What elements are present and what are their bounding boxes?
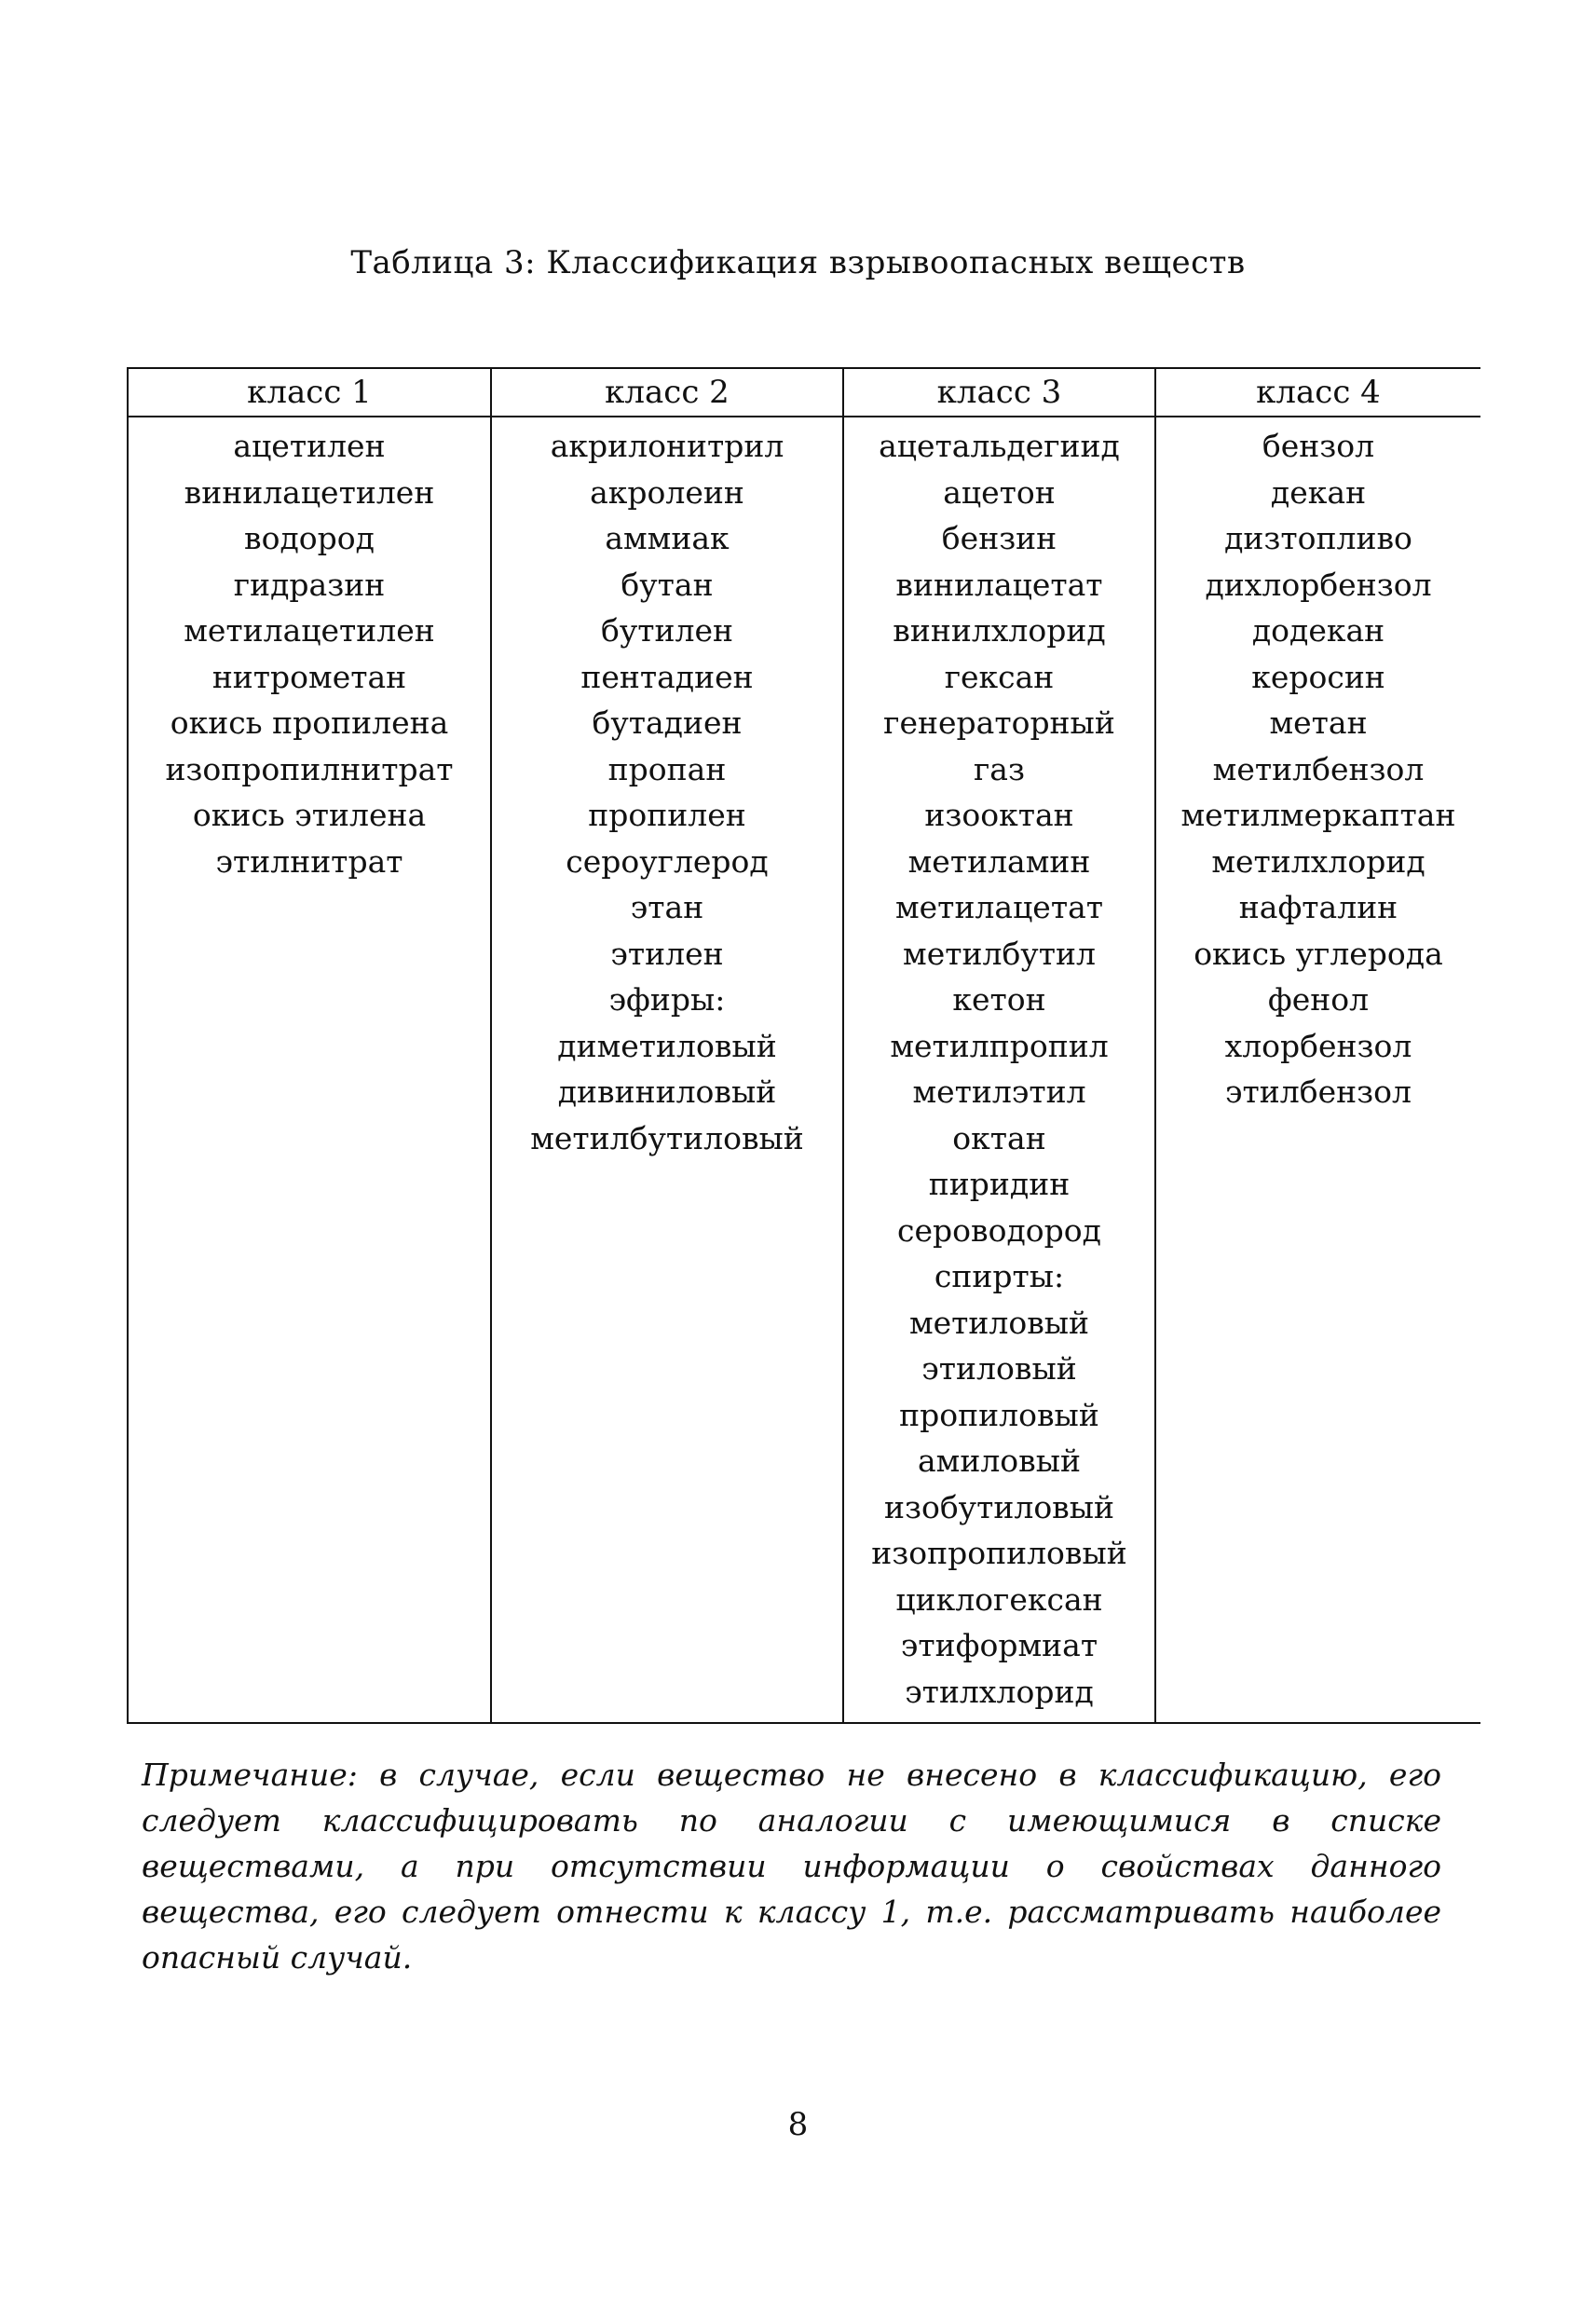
substance-item: этилхлорид [905, 1673, 1094, 1710]
substance-item: метилацетилен [184, 612, 435, 649]
class-2-cell [491, 417, 843, 1723]
substance-item: дихлорбензол [1205, 566, 1432, 603]
substance-item: метилбутил [903, 935, 1096, 972]
class-3-substance-list [848, 423, 1151, 1715]
substance-item: окись этилена [192, 797, 427, 833]
substance-item: эфиры: [608, 981, 726, 1018]
table-caption: Таблица 3: Классификация взрывоопасных веществ [350, 244, 1246, 281]
substance-item: винилацетат [895, 566, 1103, 603]
substance-item: сероводород [897, 1211, 1101, 1249]
substance-item: пропилен [588, 797, 746, 833]
substance-item: ацетон [943, 473, 1056, 511]
substance-item: амиловый [917, 1443, 1081, 1479]
substance-item: фенол [1267, 981, 1370, 1018]
substance-item: октан [952, 1119, 1046, 1156]
substance-item: этан [630, 889, 704, 925]
class-3-cell [843, 417, 1155, 1723]
table-header-row [128, 368, 1480, 417]
substance-item: акрилонитрил [550, 428, 784, 464]
substance-item: окись пропилена [170, 704, 449, 741]
substance-item: хлорбензол [1224, 1027, 1412, 1064]
substance-item: этиформиат [900, 1627, 1098, 1663]
substance-item: метиловый [908, 1304, 1090, 1341]
substance-item: декан [1270, 473, 1367, 511]
substance-item: изобутиловый [883, 1488, 1115, 1525]
substance-item: этиловый [921, 1350, 1077, 1387]
substance-item: кетон [952, 981, 1046, 1018]
substance-item: гидразин [233, 566, 386, 603]
substance-item: винилацетилен [184, 473, 435, 511]
substance-item: изопропилнитрат [165, 750, 454, 787]
substance-item: дизтопливо [1224, 520, 1412, 556]
substance-item: метилхлорид [1211, 842, 1425, 880]
substance-item: метилмеркаптан [1180, 797, 1456, 833]
substance-item: изооктан [924, 797, 1074, 833]
substance-item: акролеин [590, 473, 744, 511]
substance-item: газ [974, 750, 1025, 787]
column-header-class-4: класс 4 [1155, 368, 1480, 417]
substance-item: генераторный [883, 704, 1115, 741]
class-4-substance-list [1160, 423, 1477, 1115]
substance-item: метан [1269, 704, 1368, 741]
substance-item: бутадиен [592, 704, 743, 741]
substance-item: ацетилен [233, 428, 386, 464]
substance-item: метилацетат [894, 889, 1104, 925]
column-header-class-1: класс 1 [128, 368, 491, 417]
substance-item: бутан [621, 566, 714, 603]
page-number: 8 [787, 2106, 809, 2143]
substance-item: пентадиен [580, 658, 754, 695]
substance-item: аммиак [605, 520, 730, 556]
substance-item: водород [244, 520, 375, 556]
substance-item: нитрометан [211, 658, 407, 695]
class-1-cell [128, 417, 491, 1723]
column-header-class-2: класс 2 [491, 368, 843, 417]
classification-table [127, 367, 1480, 1724]
substance-item: нафталин [1238, 889, 1398, 925]
substance-item: бутилен [600, 612, 734, 649]
substance-item: гексан [944, 658, 1055, 695]
substance-item: этилнитрат [215, 842, 403, 880]
substance-item: пропиловый [899, 1396, 1099, 1433]
substance-item: бензин [941, 520, 1057, 556]
substance-item: метилбутиловый [530, 1119, 804, 1156]
substance-item: бензол [1262, 428, 1375, 464]
substance-item: циклогексан [895, 1580, 1103, 1618]
substance-item: окись углерода [1194, 935, 1443, 972]
table-note: Примечание: в случае, если вещество не внесено в классификацию, его следует классифицировать по аналогии с имеющимися в списке веществами, а при отсутствии информации о свойствах данного вещества, его следует отнести к классу 1, т.е. рассматривать наиболее опасный случай. [142, 1757, 1441, 1976]
substance-item: пропан [607, 750, 727, 787]
column-header-class-3: класс 3 [843, 368, 1155, 417]
substance-item: додекан [1251, 612, 1385, 649]
substance-item: этилен [610, 935, 724, 972]
substance-item: метиламин [907, 842, 1091, 880]
substance-item: метилбензол [1212, 750, 1425, 787]
class-4-cell [1155, 417, 1480, 1723]
class-1-substance-list [132, 423, 486, 884]
substance-item: метилэтил [912, 1073, 1086, 1110]
substance-item: дивиниловый [557, 1073, 777, 1110]
class-2-substance-list [496, 423, 839, 1161]
table-body-row [128, 417, 1480, 1723]
substance-item: пиридин [928, 1166, 1071, 1202]
substance-item: спирты: [934, 1258, 1065, 1294]
substance-item: винилхлорид [893, 612, 1106, 649]
substance-item: ацетальдегиид [879, 428, 1120, 464]
substance-item: диметиловый [557, 1027, 777, 1064]
classification-table-container [127, 367, 1480, 1724]
substance-item: метилпропил [890, 1027, 1109, 1064]
substance-item: керосин [1251, 658, 1385, 695]
substance-item: этилбензол [1225, 1073, 1412, 1110]
substance-item: изопропиловый [871, 1535, 1127, 1571]
substance-item: сероуглерод [566, 842, 769, 880]
